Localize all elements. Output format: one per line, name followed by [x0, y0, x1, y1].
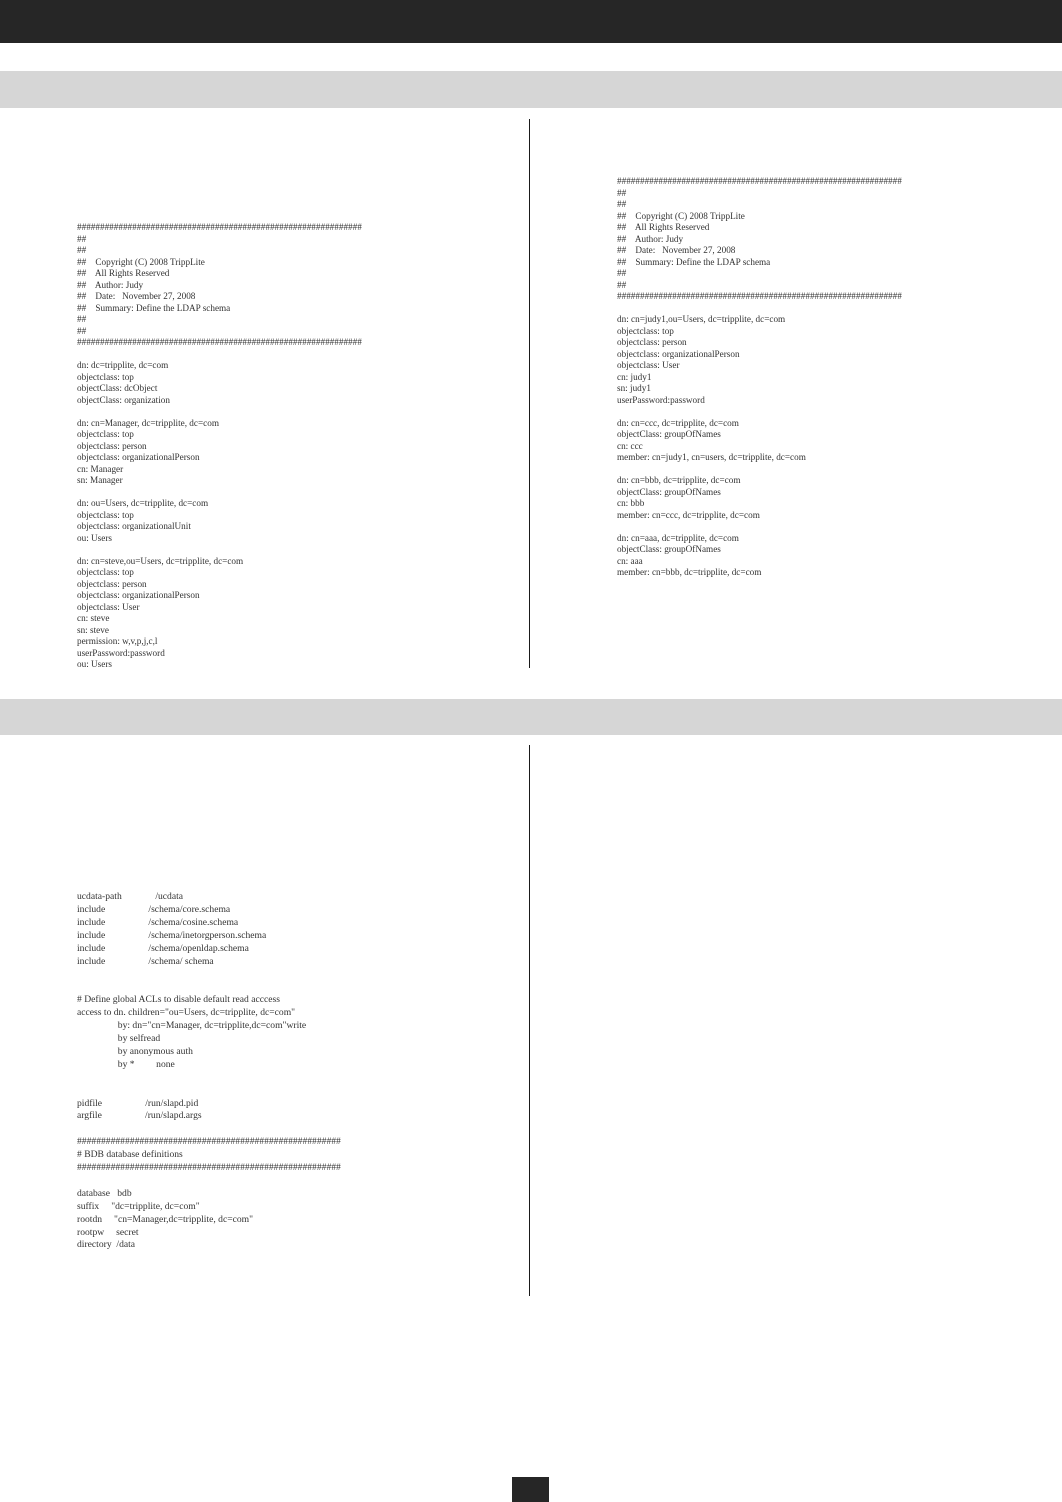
column-divider-bottom	[529, 745, 530, 1296]
code-line	[617, 303, 902, 315]
code-line: include /schema/inetorgperson.schema	[77, 929, 267, 941]
code-line: objectClass: organization	[77, 394, 170, 405]
code-line: cn: judy1	[617, 371, 652, 382]
code-line: objectclass: organizationalPerson	[77, 452, 200, 462]
code-line	[77, 1123, 341, 1136]
code-line: ##	[77, 314, 87, 324]
code-line: objectclass: organizationalUnit	[77, 521, 191, 531]
top-header-bar	[0, 0, 1062, 43]
code-line: member: cn=judy1, cn=users, dc=tripplite, dc=com	[617, 452, 806, 462]
code-line	[77, 968, 341, 981]
code-line: directory /data	[77, 1239, 136, 1251]
code-line: objectclass: top	[77, 509, 134, 520]
code-line: dn: cn=Manager, dc=tripplite, dc=com	[77, 417, 219, 428]
code-line: ## Date: November 27, 2008	[77, 291, 196, 301]
code-line: objectclass: top	[77, 371, 134, 382]
code-line: include /schema/ schema	[77, 955, 214, 967]
code-line: rootdn "cn=Manager,dc=tripplite, dc=com"	[77, 1213, 254, 1225]
code-line: ## Summary: Define the LDAP schema	[617, 256, 771, 267]
code-line	[77, 1175, 341, 1188]
code-line: dn: cn=bbb, dc=tripplite, dc=com	[617, 475, 741, 485]
code-line: objectClass: groupOfNames	[617, 544, 721, 554]
code-line: ## Summary: Define the LDAP schema	[77, 302, 231, 313]
code-line	[617, 406, 902, 418]
code-line: cn: bbb	[617, 498, 645, 508]
code-line: by anonymous auth	[77, 1045, 193, 1057]
code-line: member: cn=bbb, dc=tripplite, dc=com	[617, 567, 762, 577]
code-line: dn: cn=aaa, dc=tripplite, dc=com	[617, 532, 739, 543]
code-line: objectclass: organizationalPerson	[77, 590, 200, 600]
code-line: include /schema/core.schema	[77, 903, 231, 915]
column-divider-top	[529, 119, 530, 668]
code-line: ## Author: Judy	[617, 233, 684, 244]
code-line: ou: Users	[77, 532, 112, 543]
code-line: access to dn. children="ou=Users, dc=tripplite, dc=com"	[77, 1007, 296, 1019]
code-line: dn: ou=Users, dc=tripplite, dc=com	[77, 498, 209, 508]
code-line: objectclass: person	[77, 440, 147, 451]
code-line: sn: judy1	[617, 383, 651, 393]
code-line: database bdb	[77, 1187, 132, 1199]
code-line: objectClass: dcObject	[77, 383, 158, 393]
code-line: objectClass: groupOfNames	[617, 486, 721, 497]
code-line: ## Author: Judy	[77, 279, 144, 290]
code-line: # BDB database definitions	[77, 1149, 183, 1161]
code-line: ##	[617, 199, 627, 209]
code-line	[77, 487, 362, 499]
ldif-listing-right	[617, 176, 902, 579]
code-line: sn: Manager	[77, 475, 123, 485]
code-line	[77, 544, 362, 556]
code-line	[77, 1085, 341, 1098]
code-line: permission: w,v,p,j,c,l	[77, 636, 158, 646]
code-line: dn: cn=judy1,ou=Users, dc=tripplite, dc=com	[617, 314, 786, 324]
code-line: ##	[77, 325, 87, 336]
code-line: member: cn=ccc, dc=tripplite, dc=com	[617, 509, 760, 520]
code-line: include /schema/cosine.schema	[77, 916, 239, 928]
section-bar-slapd	[0, 699, 1062, 735]
code-line: userPassword:password	[77, 647, 165, 658]
code-line	[77, 406, 362, 418]
code-line: ## Copyright (C) 2008 TrippLite	[617, 210, 745, 221]
code-line: by: dn="cn=Manager, dc=tripplite,dc=com"write	[77, 1020, 307, 1032]
code-line	[77, 349, 362, 361]
code-line	[77, 1072, 341, 1085]
code-line: objectclass: User	[77, 601, 140, 612]
code-line: # Define global ACLs to disable default read acccess	[77, 994, 280, 1006]
code-line: objectClass: groupOfNames	[617, 429, 721, 439]
code-line: objectclass: person	[77, 578, 147, 589]
code-line: ##############################################################	[77, 222, 362, 232]
code-line: suffix "dc=tripplite, dc=com"	[77, 1200, 200, 1212]
code-line: cn: Manager	[77, 463, 124, 474]
code-line: by * none	[77, 1058, 175, 1070]
code-line: argfile /run/slapd.args	[77, 1110, 202, 1122]
code-line: objectclass: organizationalPerson	[617, 348, 740, 359]
code-line: userPassword:password	[617, 394, 705, 405]
code-line: ## Copyright (C) 2008 TrippLite	[77, 256, 205, 267]
code-line: cn: ccc	[617, 440, 643, 451]
code-line: ##	[77, 245, 87, 255]
code-line: ## All Rights Reserved	[77, 268, 170, 278]
code-line: ##	[77, 233, 87, 244]
code-line: objectclass: top	[617, 325, 674, 336]
code-line: dn: dc=tripplite, dc=com	[77, 360, 169, 370]
slapd-conf-listing	[77, 891, 341, 1252]
code-line: rootpw secret	[77, 1226, 139, 1238]
code-line: ##############################################################	[617, 291, 902, 301]
code-line: ou: Users	[77, 659, 112, 669]
code-line: dn: cn=ccc, dc=tripplite, dc=com	[617, 417, 739, 428]
code-line: objectclass: person	[617, 337, 687, 347]
code-line: sn: steve	[77, 624, 109, 635]
code-line: ##	[617, 279, 627, 290]
code-line	[617, 521, 902, 533]
code-line: by selfread	[77, 1032, 161, 1044]
code-line: cn: aaa	[617, 555, 643, 566]
code-line: ##############################################################	[617, 176, 902, 186]
code-line: objectclass: User	[617, 360, 680, 370]
section-bar-ldif	[0, 71, 1062, 108]
code-line	[77, 981, 341, 994]
code-line: ##############################################################	[77, 337, 362, 347]
code-line: dn: cn=steve,ou=Users, dc=tripplite, dc=com	[77, 555, 244, 566]
code-line: ucdata-path /ucdata	[77, 891, 184, 902]
code-line: ## Date: November 27, 2008	[617, 245, 736, 255]
code-line: #######################################################	[77, 1162, 341, 1174]
code-line: ## All Rights Reserved	[617, 222, 710, 232]
ldif-listing-left	[77, 222, 362, 671]
code-line: ##	[617, 187, 627, 198]
code-line: objectclass: top	[77, 567, 134, 577]
code-line: #######################################################	[77, 1136, 341, 1148]
code-line: ##	[617, 268, 627, 278]
code-line: cn: steve	[77, 613, 110, 623]
code-line	[617, 464, 902, 476]
code-line: include /schema/openldap.schema	[77, 942, 249, 954]
code-line: pidfile /run/slapd.pid	[77, 1097, 199, 1109]
page-number-box	[512, 1477, 549, 1502]
code-line: objectclass: top	[77, 429, 134, 439]
